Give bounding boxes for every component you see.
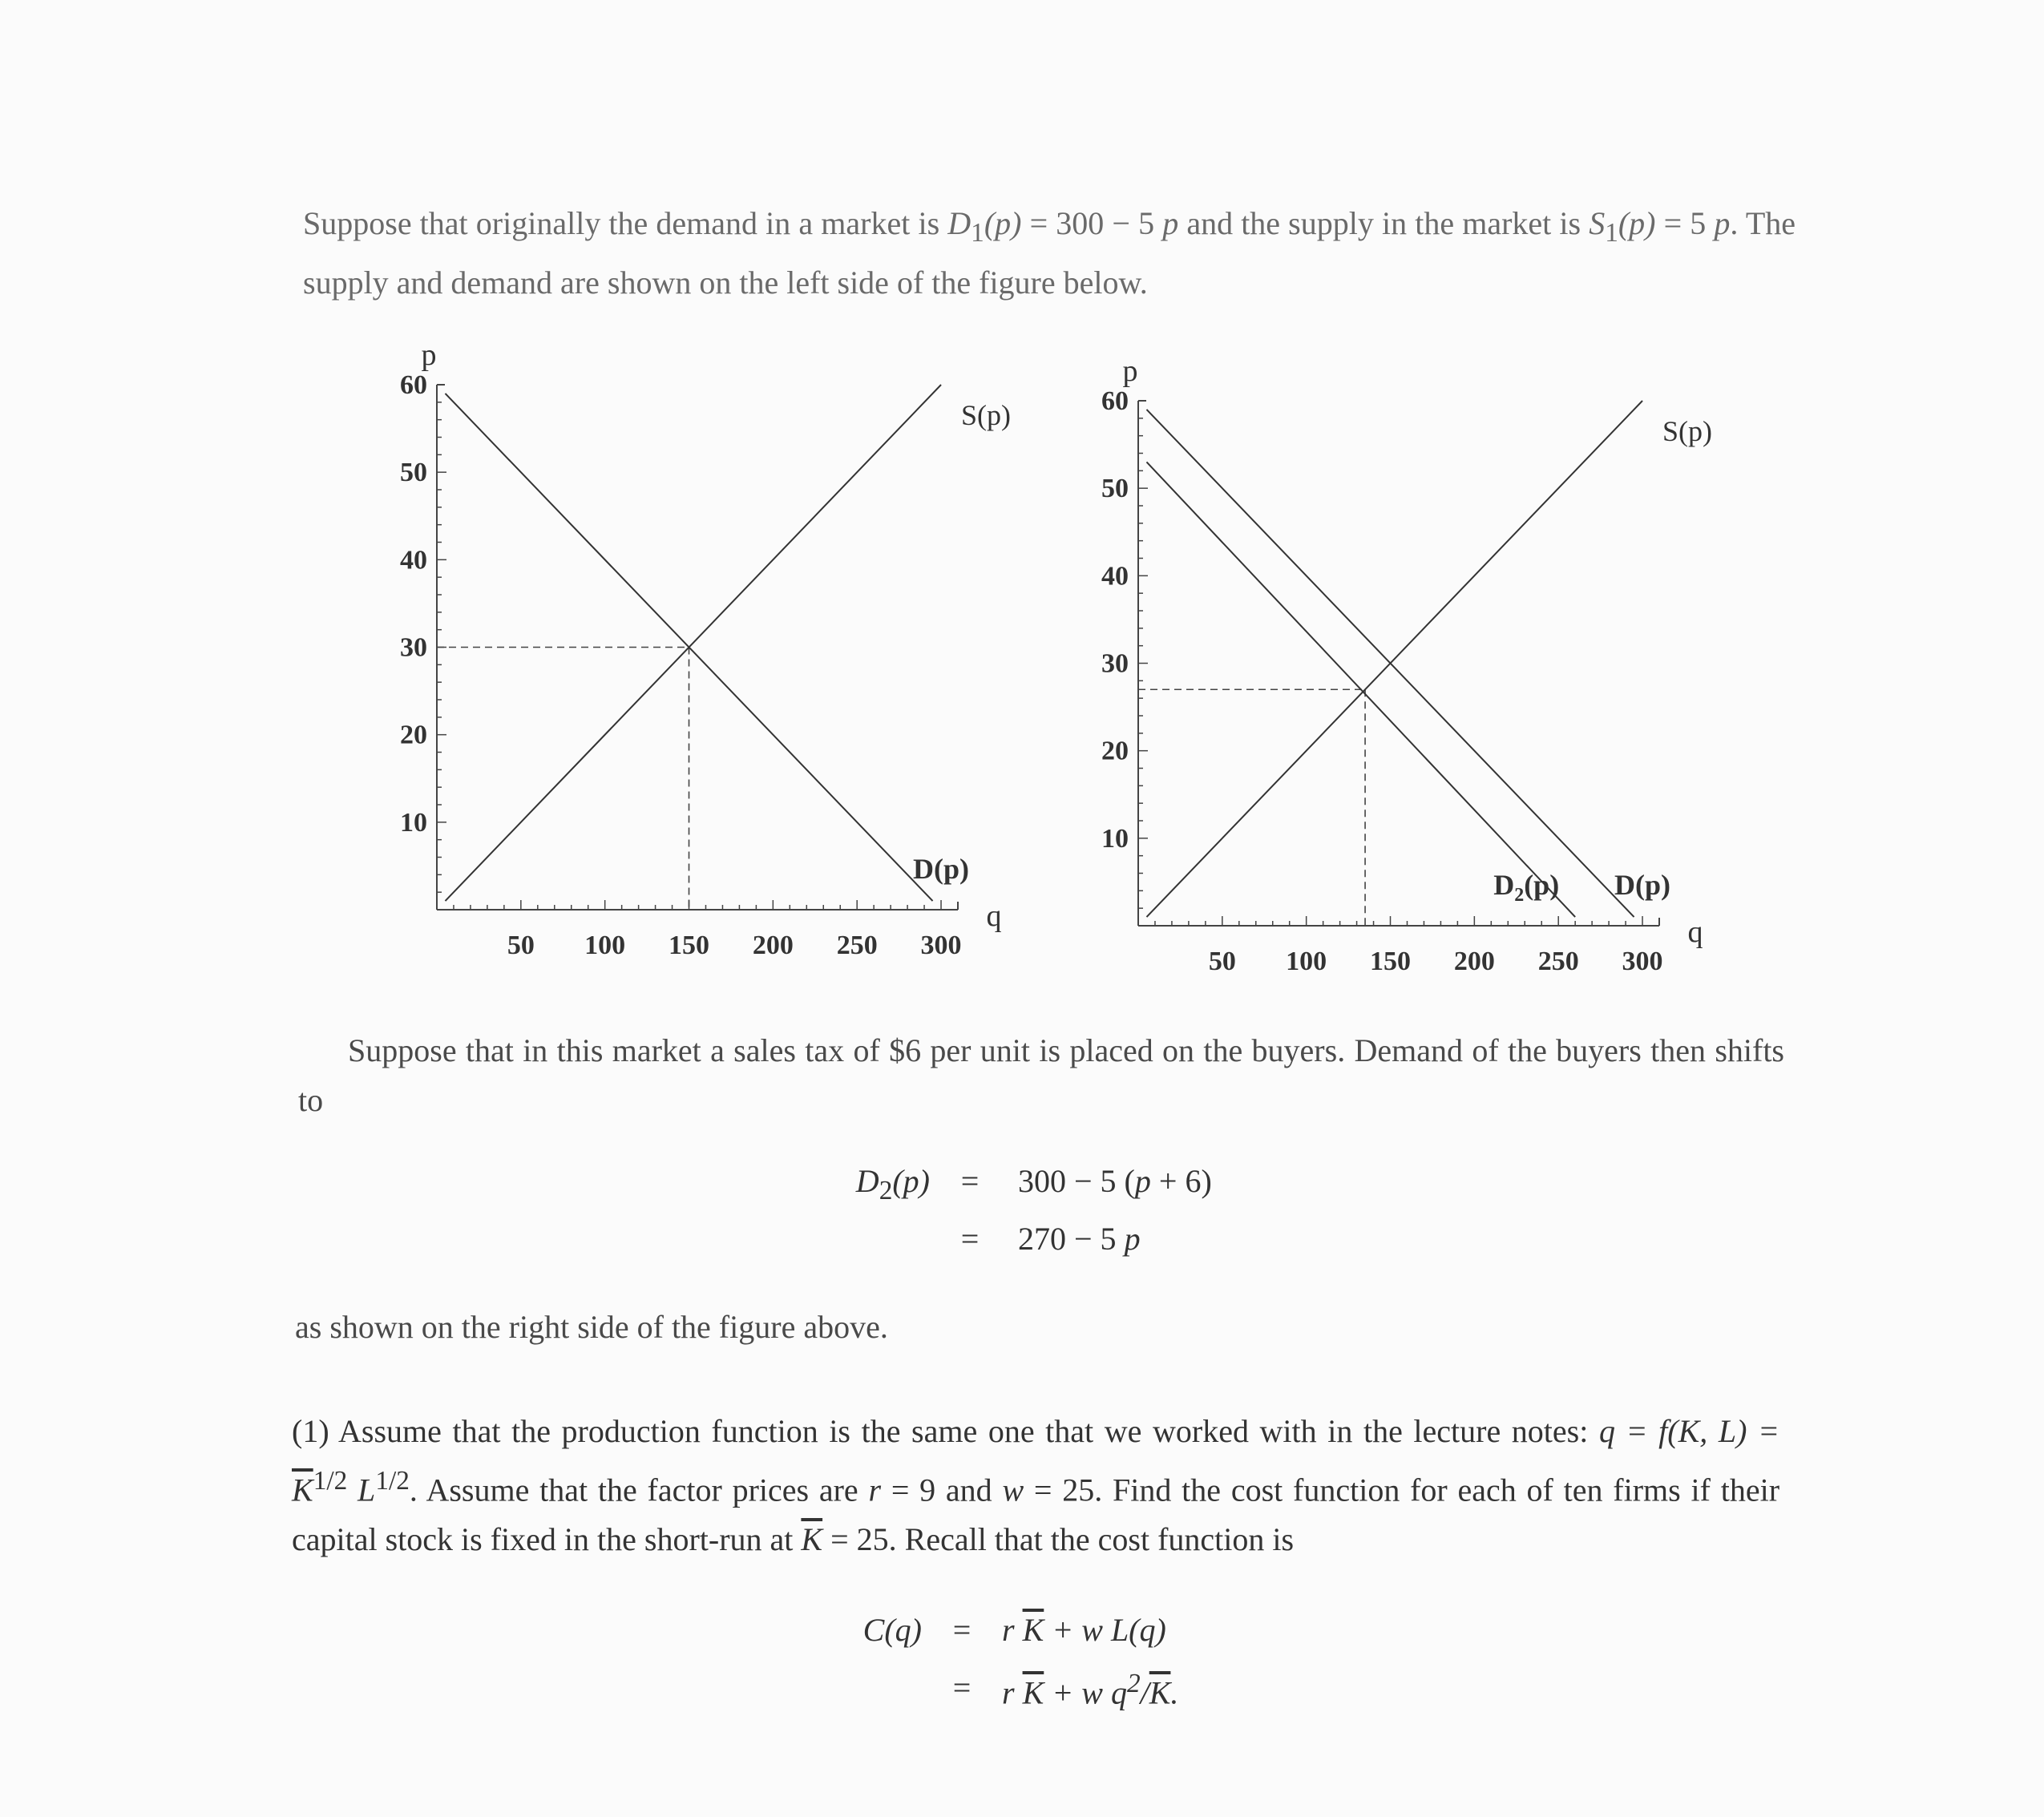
- s1-func: S: [1589, 205, 1606, 241]
- question-1-paragraph: [292, 1407, 1779, 1565]
- eq2-row1-K: $\overline{K}$: [1022, 1612, 1044, 1648]
- eq1-rhs-1: [1018, 1162, 1212, 1200]
- eq2-rhs-1: [1002, 1611, 1166, 1649]
- eq2-row1-b: + w L(q): [1044, 1612, 1166, 1648]
- eq1-lhs: [689, 1162, 930, 1206]
- eq1-row1-end: + 6): [1150, 1163, 1212, 1199]
- eq2-lhs: C(q): [862, 1612, 922, 1648]
- demand-shift-equation: [689, 1162, 1411, 1290]
- eq1-lhs-func: D: [855, 1163, 879, 1199]
- q1-fL: L: [347, 1472, 376, 1508]
- eq2-row2-d: .: [1170, 1674, 1179, 1711]
- d1-arg: (p): [984, 205, 1022, 241]
- d1-func: D: [947, 205, 972, 241]
- chart-right-plot: [1101, 354, 1712, 976]
- d1-sub: 1: [971, 218, 984, 248]
- q1-K: $\overline{K}$: [801, 1521, 823, 1558]
- eq1-row1-p: p: [1134, 1163, 1151, 1199]
- x-tick-label: 50: [507, 931, 535, 960]
- x-tick-label: 150: [1370, 947, 1412, 976]
- q1-K-val: = 25. Recall that the cost function is: [822, 1521, 1295, 1558]
- q1-r-val: = 9 and: [881, 1472, 1003, 1508]
- intro-text-2: and the supply in the market is: [1178, 205, 1590, 241]
- x-tick-label: 200: [752, 931, 794, 960]
- chart-left-plot: [400, 338, 1011, 960]
- eq1-row1-text: 300 − 5 (: [1018, 1163, 1135, 1199]
- eq1-equals-2: =: [960, 1221, 980, 1257]
- y-tick-label: 60: [1101, 386, 1129, 416]
- q1-text-2: . Assume that the factor prices are: [409, 1472, 869, 1508]
- question-number: (1): [292, 1413, 329, 1449]
- intro-text-3: . The supply and demand are shown on the left side of the figure below.: [303, 205, 1796, 301]
- s1-sub: 1: [1605, 218, 1618, 248]
- x-tick-label: 150: [669, 931, 710, 960]
- x-tick-label: 100: [1286, 947, 1327, 976]
- shown-text: as shown on the right side of the figure above.: [295, 1309, 888, 1345]
- q1-fK-exp: 1/2: [313, 1466, 348, 1496]
- demand-label: D(p): [913, 853, 970, 886]
- intro-text-1: Suppose that originally the demand in a market is: [303, 205, 948, 241]
- x-tick-label: 200: [1453, 947, 1495, 976]
- q1-fq: q: [1598, 1413, 1615, 1449]
- supply-demand-chart-right: [1078, 345, 1719, 986]
- q1-fK: $\overline{K}$: [292, 1472, 313, 1508]
- y-tick-label: 30: [1101, 648, 1129, 679]
- y-tick-label: 50: [1101, 474, 1129, 504]
- eq2-equals-2: =: [952, 1670, 972, 1706]
- supply-demand-chart-left: [377, 329, 1018, 970]
- x-axis-label: q: [986, 899, 1002, 933]
- supply-label: S(p): [1662, 415, 1713, 447]
- x-tick-label: 300: [1622, 947, 1663, 976]
- q1-w: w: [1002, 1472, 1024, 1508]
- s1-rhs: = 5: [1655, 205, 1715, 241]
- eq2-row2-exp: 2: [1126, 1669, 1141, 1698]
- d1-rhs: = 300 − 5: [1021, 205, 1163, 241]
- tax-text: Suppose that in this market a sales tax of $6 per unit is placed on the buyers. Demand of the buyers then shifts to: [298, 1032, 1784, 1118]
- demand2-label: $D_2(p)$: [1493, 869, 1560, 906]
- x-tick-label: 50: [1208, 947, 1236, 976]
- eq2-row2-a: r: [1002, 1674, 1023, 1711]
- x-tick-label: 100: [584, 931, 626, 960]
- y-tick-label: 10: [1101, 823, 1129, 854]
- eq2-equals-1: =: [952, 1612, 972, 1648]
- q1-fmid: = f(K, L) =: [1614, 1413, 1779, 1449]
- eq1-rhs-2: [1018, 1220, 1141, 1258]
- p-var: p: [1162, 205, 1179, 241]
- s1-arg: (p): [1618, 205, 1656, 241]
- y-tick-label: 20: [1101, 736, 1129, 766]
- y-tick-label: 40: [400, 545, 427, 575]
- eq1-row2-text: 270 − 5: [1018, 1221, 1125, 1257]
- y-tick-label: 20: [400, 720, 427, 750]
- intro-paragraph: [303, 199, 1796, 308]
- x-tick-label: 250: [836, 931, 878, 960]
- eq2-row2-c: /: [1140, 1674, 1149, 1711]
- shown-paragraph: [295, 1302, 1786, 1352]
- eq1-lhs-sub: 2: [879, 1176, 893, 1205]
- x-tick-label: 250: [1537, 947, 1579, 976]
- x-axis-label: q: [1687, 915, 1703, 949]
- q1-text-1: Assume that the production function is the same one that we worked with in the lecture notes:: [329, 1413, 1599, 1449]
- eq2-rhs-2: [1002, 1669, 1178, 1711]
- y-tick-label: 50: [400, 458, 427, 488]
- y-axis-label: p: [421, 338, 437, 372]
- y-tick-label: 30: [400, 632, 427, 663]
- eq1-equals-1: =: [960, 1163, 980, 1199]
- q1-w-val: = 25. Find the cost function for each of ten firms if their capital stock is fixed in the short-run at: [292, 1472, 1780, 1558]
- x-tick-label: 300: [920, 931, 962, 960]
- series-line-s-p: [445, 385, 941, 901]
- eq2-row1-a: r: [1002, 1612, 1023, 1648]
- eq2-row2-b: + w q: [1044, 1674, 1127, 1711]
- y-tick-label: 40: [1101, 561, 1129, 592]
- eq1-lhs-arg: (p): [892, 1163, 930, 1199]
- supply-label: S(p): [961, 399, 1012, 431]
- tax-paragraph: [298, 1026, 1784, 1125]
- eq2-row2-K: $\overline{K}$: [1022, 1674, 1044, 1711]
- demand-label: D(p): [1614, 869, 1671, 902]
- eq2-row2-K2: $\overline{K}$: [1149, 1674, 1171, 1711]
- y-axis-label: p: [1122, 354, 1138, 388]
- p-var-2: p: [1714, 205, 1731, 241]
- cost-function-equation: [681, 1611, 1403, 1739]
- q1-fL-exp: 1/2: [375, 1466, 410, 1496]
- q1-r: r: [868, 1472, 882, 1508]
- y-tick-label: 10: [400, 807, 427, 838]
- eq1-row2-p: p: [1124, 1221, 1141, 1257]
- series-line-s-p: [1146, 401, 1642, 917]
- y-tick-label: 60: [400, 370, 427, 400]
